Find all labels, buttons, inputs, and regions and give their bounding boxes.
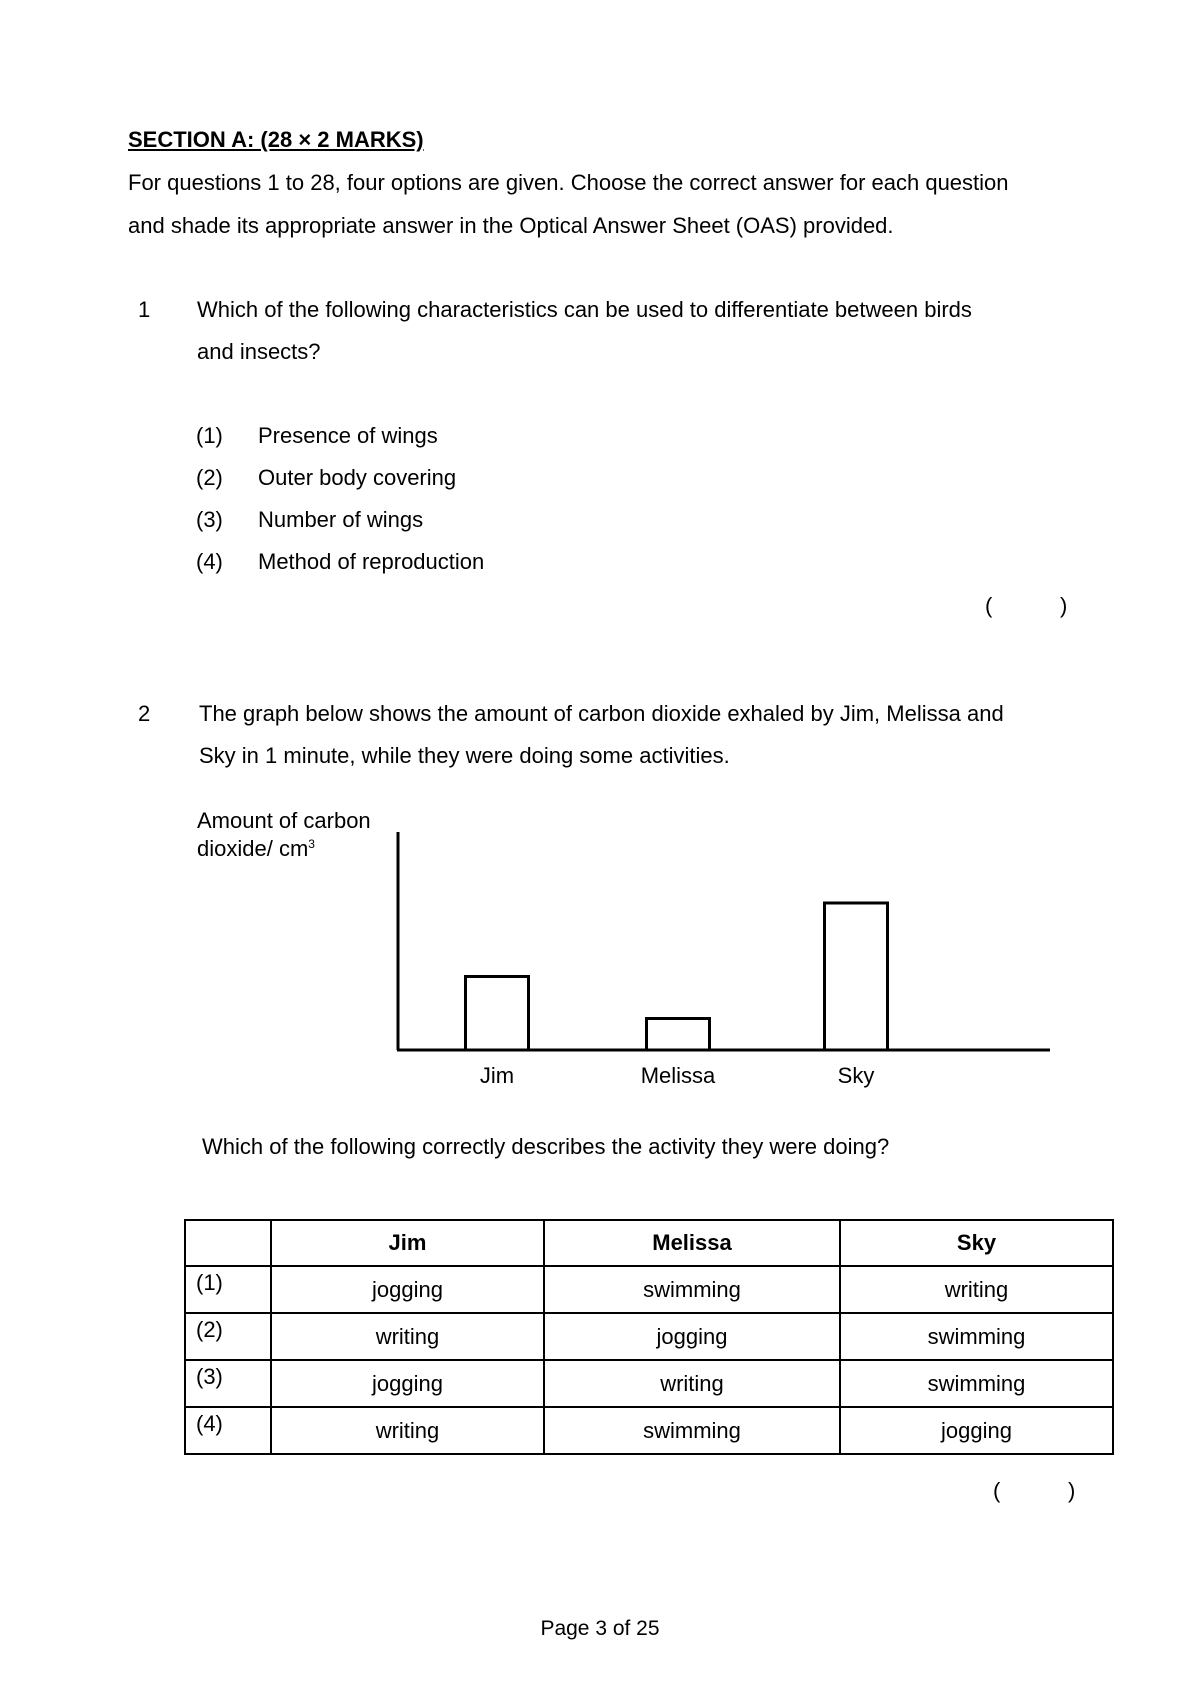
question-2-text-line-2: Sky in 1 minute, while they were doing some activities. bbox=[199, 743, 730, 768]
instructions-line-2: and shade its appropriate answer in the Optical Answer Sheet (OAS) provided. bbox=[128, 213, 894, 238]
table-cell: jogging bbox=[271, 1360, 544, 1407]
table-header-empty bbox=[185, 1220, 271, 1266]
instructions-line-1: For questions 1 to 28, four options are given. Choose the correct answer for each question bbox=[128, 170, 1009, 195]
q1-option-3-label[interactable]: (3) bbox=[196, 507, 223, 532]
q1-option-1-text: Presence of wings bbox=[258, 423, 438, 448]
table-cell: writing bbox=[840, 1266, 1113, 1313]
question-1-text-line-1: Which of the following characteristics can be used to differentiate between birds bbox=[197, 297, 972, 322]
chart-ylabel-line-2 bbox=[197, 836, 315, 862]
q1-option-4-text: Method of reproduction bbox=[258, 549, 485, 574]
table-row[interactable] bbox=[185, 1266, 1113, 1313]
table-row-label[interactable]: (3) bbox=[185, 1360, 271, 1407]
x-tick-label-sky: Sky bbox=[837, 1063, 875, 1088]
table-cell: jogging bbox=[840, 1407, 1113, 1454]
q2-options-table bbox=[184, 1219, 1114, 1455]
x-tick-label-melissa: Melissa bbox=[640, 1063, 716, 1088]
table-header-jim: Jim bbox=[271, 1220, 544, 1266]
q2-answer-close-paren: ) bbox=[1068, 1478, 1076, 1503]
table-cell: swimming bbox=[840, 1360, 1113, 1407]
table-cell: writing bbox=[271, 1407, 544, 1454]
table-cell: swimming bbox=[544, 1266, 840, 1313]
bar-sky bbox=[825, 903, 888, 1050]
q1-option-4-label[interactable]: (4) bbox=[196, 549, 223, 574]
q1-answer-open-paren: ( bbox=[985, 593, 993, 618]
table-row[interactable] bbox=[185, 1313, 1113, 1360]
table-cell: jogging bbox=[544, 1313, 840, 1360]
table-cell: swimming bbox=[544, 1407, 840, 1454]
table-row-label[interactable]: (1) bbox=[185, 1266, 271, 1313]
table-header-row bbox=[185, 1220, 1113, 1266]
question-2-prompt: Which of the following correctly describes the activity they were doing? bbox=[202, 1134, 890, 1159]
x-tick-label-jim: Jim bbox=[479, 1063, 515, 1088]
table-cell: writing bbox=[544, 1360, 840, 1407]
table-cell: swimming bbox=[840, 1313, 1113, 1360]
co2-bar-chart bbox=[380, 820, 1070, 1100]
chart-ylabel-line-1: Amount of carbon bbox=[197, 808, 371, 833]
table-cell: jogging bbox=[271, 1266, 544, 1313]
table-row[interactable] bbox=[185, 1360, 1113, 1407]
question-1-number: 1 bbox=[138, 297, 151, 322]
table-header-melissa: Melissa bbox=[544, 1220, 840, 1266]
question-1-text-line-2: and insects? bbox=[197, 339, 321, 364]
table-row-label[interactable]: (2) bbox=[185, 1313, 271, 1360]
bar-jim bbox=[466, 977, 529, 1051]
q1-option-1-label[interactable]: (1) bbox=[196, 423, 223, 448]
question-2-number: 2 bbox=[138, 701, 151, 726]
q1-option-2-text: Outer body covering bbox=[258, 465, 457, 490]
q1-answer-close-paren: ) bbox=[1060, 593, 1068, 618]
page-number: Page 3 of 25 bbox=[540, 1617, 660, 1640]
table-cell: writing bbox=[271, 1313, 544, 1360]
table-header-sky: Sky bbox=[840, 1220, 1113, 1266]
chart-ylabel-line-2-text: dioxide/ cm bbox=[197, 836, 309, 861]
table-row-label[interactable]: (4) bbox=[185, 1407, 271, 1454]
q1-option-2-label[interactable]: (2) bbox=[196, 465, 223, 490]
section-heading: SECTION A: (28 × 2 MARKS) bbox=[128, 127, 424, 152]
question-2-text-line-1: The graph below shows the amount of carbon dioxide exhaled by Jim, Melissa and bbox=[199, 701, 1004, 726]
chart-ylabel-superscript: 3 bbox=[308, 837, 315, 851]
q1-option-3-text: Number of wings bbox=[258, 507, 424, 532]
table-row[interactable] bbox=[185, 1407, 1113, 1454]
bar-melissa bbox=[647, 1019, 710, 1051]
q2-answer-open-paren: ( bbox=[993, 1478, 1001, 1503]
